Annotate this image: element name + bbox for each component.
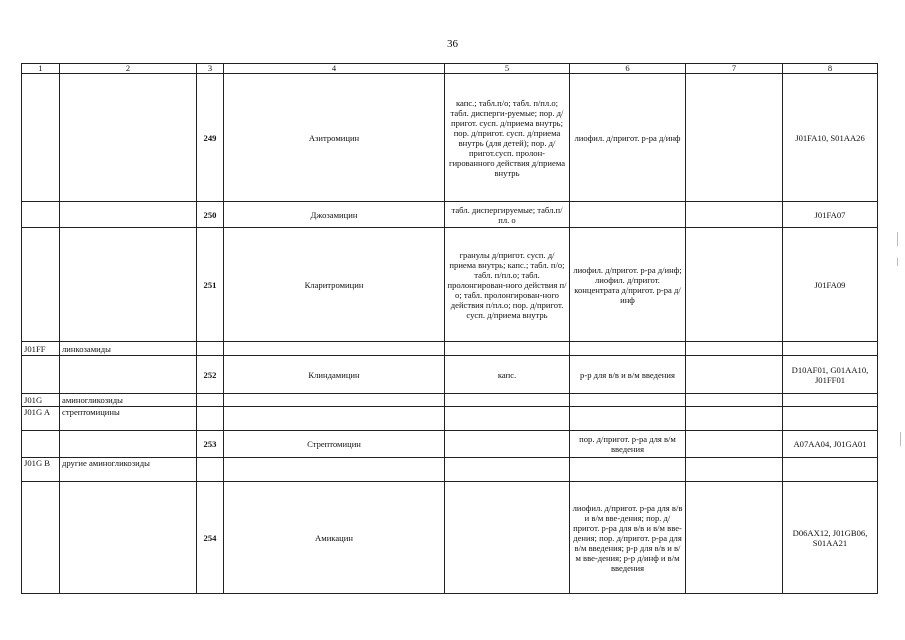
group-label: аминогликозиды (60, 394, 197, 407)
drug-row (22, 356, 878, 394)
column-header: 5 (445, 64, 570, 74)
column-7-cell (686, 482, 783, 594)
hospital-dosage-forms: р-р для в/в и в/м введения (570, 356, 686, 394)
drug-name: Стрептомицин (224, 431, 445, 458)
drug-name: Клиндамицин (224, 356, 445, 394)
atc-codes: D06AX12, J01GB06, S01AA21 (783, 482, 878, 594)
column-header: 4 (224, 64, 445, 74)
group-row (22, 458, 878, 482)
drug-row (22, 74, 878, 202)
group-row (22, 394, 878, 407)
drug-row (22, 228, 878, 342)
drug-number: 250 (197, 202, 224, 228)
column-header: 3 (197, 64, 224, 74)
hospital-dosage-forms: лиофил. д/пригот. р-ра д/инф; лиофил. д/пригот. концентрата д/пригот. р-ра д/инф (570, 228, 686, 342)
dosage-forms (445, 431, 570, 458)
drug-name: Азитромицин (224, 74, 445, 202)
drug-number: 253 (197, 431, 224, 458)
column-7-cell (686, 202, 783, 228)
atc-codes: D10AF01, G01AA10, J01FF01 (783, 356, 878, 394)
column-header: 1 (22, 64, 60, 74)
column-header: 2 (60, 64, 197, 74)
group-label: стрептомицины (60, 407, 197, 431)
column-header-row (22, 64, 878, 74)
column-7-cell (686, 356, 783, 394)
hospital-dosage-forms (570, 202, 686, 228)
column-header: 7 (686, 64, 783, 74)
column-header: 8 (783, 64, 878, 74)
drug-name: Кларитромицин (224, 228, 445, 342)
dosage-forms: капс.; табл.п/о; табл. п/пл.о; табл. дисперги-руемые; пор. д/пригот. сусп. д/приема внутрь; пор. д/пригот. сусп. д/приема внутрь (для детей); пор. д/пригот.сусп. пролон-гированного действия д/приема внутрь (445, 74, 570, 202)
column-7-cell (686, 74, 783, 202)
drug-number: 249 (197, 74, 224, 202)
drug-row (22, 431, 878, 458)
group-label: другие аминогликозиды (60, 458, 197, 482)
group-code: J01FF (22, 342, 60, 356)
dosage-forms: табл. диспергируемые; табл.п/пл. о (445, 202, 570, 228)
drug-number: 251 (197, 228, 224, 342)
group-code: J01G (22, 394, 60, 407)
column-7-cell (686, 228, 783, 342)
drug-number: 252 (197, 356, 224, 394)
drug-table (21, 63, 878, 594)
atc-codes: A07AA04, J01GA01 (783, 431, 878, 458)
group-code: J01G B (22, 458, 60, 482)
group-row (22, 407, 878, 431)
dosage-forms (445, 482, 570, 594)
drug-name: Джозамицин (224, 202, 445, 228)
page-number: 36 (447, 38, 458, 50)
hospital-dosage-forms: лиофил. д/пригот. р-ра для в/в и в/м вве-дения; пор. д/пригот. р-ра для в/в и в/м вве-дения; пор. д/пригот. р-ра для в/м введения; р-р для в/в и в/м вве-дения; р-р д/инф и в/м введения (570, 482, 686, 594)
dosage-forms: капс. (445, 356, 570, 394)
hospital-dosage-forms: пор. д/пригот. р-ра для в/м введения (570, 431, 686, 458)
dosage-forms: гранулы д/пригот. сусп. д/приема внутрь; капс.; табл. п/о; табл. п/пл.о; табл. пролонгирован-ного действия п/о; табл. пролонгирован-ного действия п/пл.о; пор. д/пригот. сусп. д/приема внутрь (445, 228, 570, 342)
drug-name: Амикацин (224, 482, 445, 594)
drug-row (22, 482, 878, 594)
group-label: линкозамиды (60, 342, 197, 356)
hospital-dosage-forms: лиофил. д/пригот. р-ра д/инф (570, 74, 686, 202)
atc-codes: J01FA10, S01AA26 (783, 74, 878, 202)
atc-codes: J01FA07 (783, 202, 878, 228)
group-code: J01G A (22, 407, 60, 431)
group-row (22, 342, 878, 356)
column-7-cell (686, 431, 783, 458)
column-header: 6 (570, 64, 686, 74)
atc-codes: J01FA09 (783, 228, 878, 342)
drug-number: 254 (197, 482, 224, 594)
drug-row (22, 202, 878, 228)
